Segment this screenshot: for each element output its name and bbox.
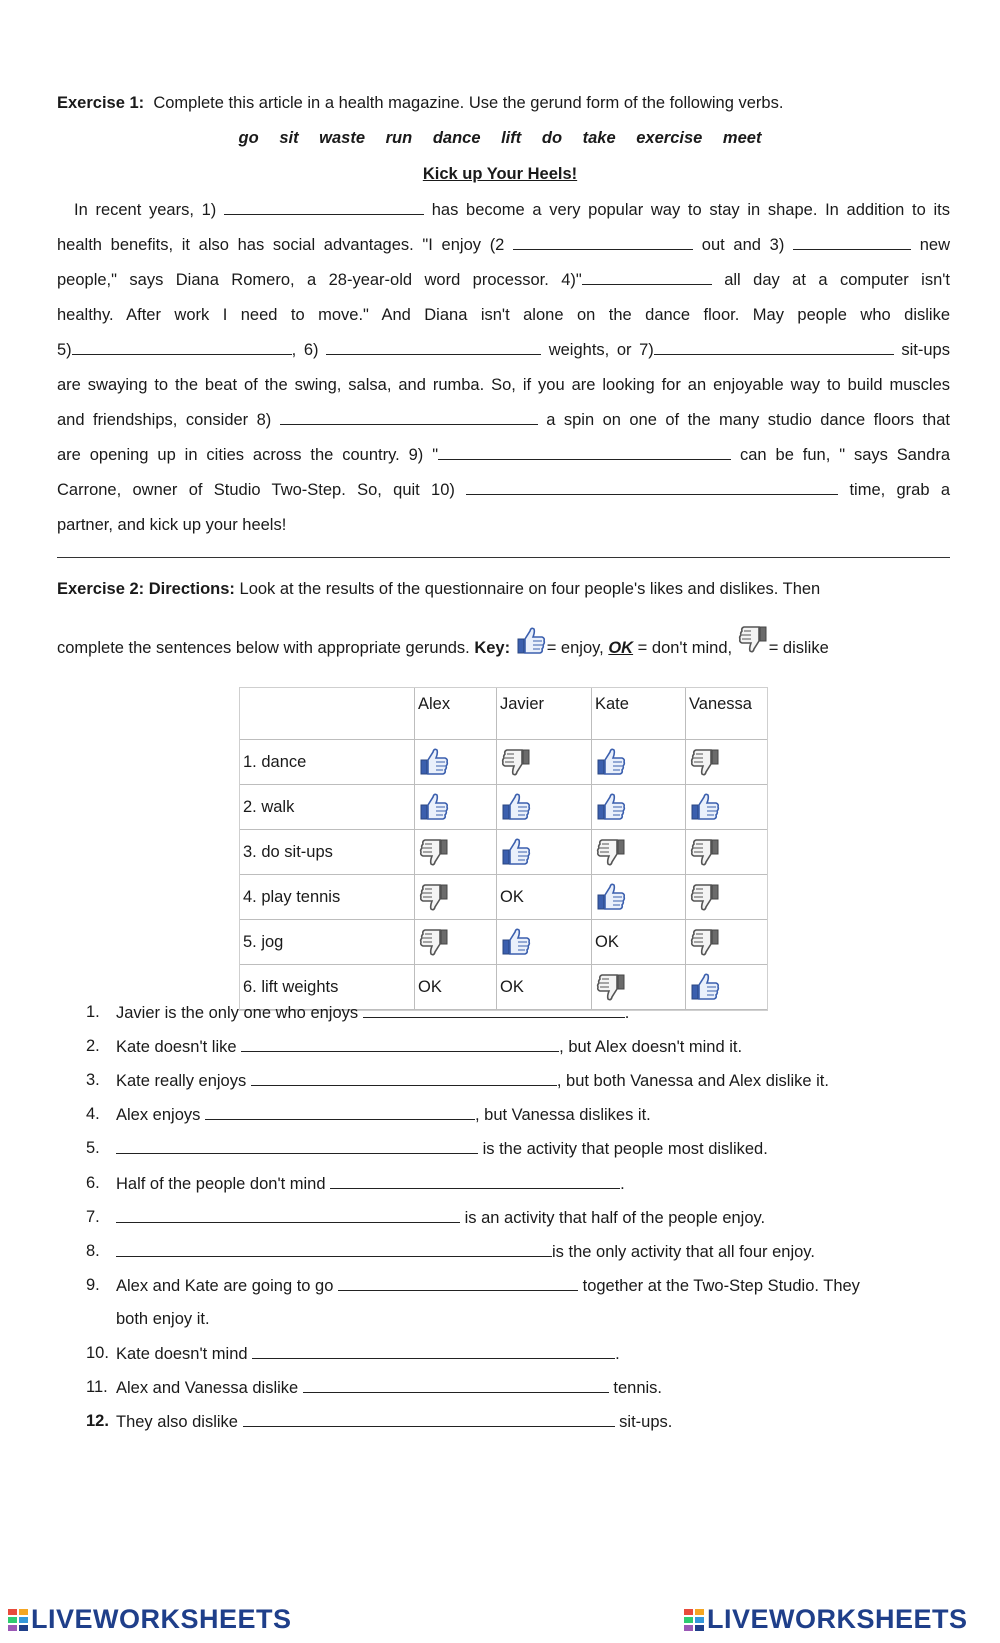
text: people," says Diana Romero, a 28-year-old word processor. 4)"	[57, 271, 582, 289]
answer-blank[interactable]	[241, 1037, 559, 1052]
answer-blank[interactable]	[205, 1105, 475, 1120]
question-text: , but both Vanessa and Alex dislike it.	[556, 1072, 829, 1091]
questionnaire-table	[239, 687, 768, 1011]
question-text: tennis.	[613, 1379, 663, 1398]
question-number: 3.	[86, 1071, 100, 1090]
question-number: 9.	[86, 1275, 100, 1294]
thumbs-up-icon	[500, 926, 532, 958]
thumbs-up-cell	[685, 965, 767, 1010]
question-number: 11.	[86, 1378, 108, 1397]
thumbs-down-cell	[591, 830, 685, 875]
question-item	[116, 1378, 662, 1398]
question-number: 6.	[86, 1173, 100, 1192]
key-label: Key:	[474, 639, 511, 657]
thumbs-down-icon	[418, 926, 450, 958]
text: can be fun, " says Sandra	[740, 446, 951, 464]
question-text: is the only activity that all four enjoy.	[552, 1242, 815, 1261]
liveworksheets-logo-left	[8, 1604, 292, 1635]
text: all day at a computer isn't	[724, 271, 950, 289]
article-line-10	[57, 515, 950, 535]
article-line-1	[74, 200, 950, 220]
header-kate: Kate	[591, 688, 685, 740]
ok-cell: OK	[496, 965, 591, 1010]
question-text: both enjoy it.	[116, 1309, 210, 1328]
answer-blank-10[interactable]	[466, 480, 838, 495]
answer-blank-2[interactable]	[513, 235, 693, 250]
thumbs-up-cell	[496, 830, 591, 875]
verb-list	[0, 129, 1000, 148]
text: weights, or 7)	[548, 341, 654, 359]
key-ok: OK	[608, 639, 634, 657]
question-text: .	[615, 1345, 620, 1363]
answer-blank[interactable]	[330, 1174, 620, 1189]
thumbs-down-icon	[689, 746, 721, 778]
exercise1-heading: Exercise 1:	[57, 94, 145, 112]
question-text: together at the Two-Step Studio. They	[582, 1276, 860, 1295]
thumbs-down-cell	[414, 875, 496, 920]
article-line-9	[57, 480, 950, 500]
question-item	[116, 1412, 672, 1432]
question-item	[116, 1071, 829, 1091]
question-item	[116, 1276, 860, 1296]
question-text: is an activity that half of the people enjoy.	[464, 1208, 766, 1227]
answer-blank[interactable]	[116, 1242, 552, 1257]
question-text: Half of the people don't mind	[116, 1174, 326, 1193]
answer-blank-4[interactable]	[582, 270, 712, 285]
article-line-5	[57, 340, 950, 360]
question-item	[116, 1344, 620, 1364]
key-dontmind: = don't mind,	[637, 639, 733, 657]
verb: meet	[722, 129, 762, 147]
ok-cell: OK	[591, 920, 685, 965]
logo-text: LIVEWORKSHEETS	[707, 1604, 968, 1634]
thumbs-up-cell	[414, 785, 496, 830]
text: are opening up in cities across the country. 9) "	[57, 446, 439, 464]
verb: dance	[432, 129, 481, 147]
exercise1-instruction	[57, 94, 783, 113]
text: In recent years, 1)	[74, 201, 217, 219]
answer-blank-3[interactable]	[793, 235, 911, 250]
answer-blank[interactable]	[251, 1071, 557, 1086]
article-line-8	[57, 445, 950, 465]
verb: lift	[501, 129, 522, 147]
question-number: 12.	[86, 1412, 109, 1431]
answer-blank-5[interactable]	[72, 340, 292, 355]
thumbs-down-cell	[685, 920, 767, 965]
question-text: Javier is the only one who enjoys	[116, 1004, 359, 1022]
table-row	[240, 785, 767, 830]
thumbs-up-icon	[500, 791, 532, 823]
answer-blank[interactable]	[338, 1276, 578, 1291]
text: out and 3)	[701, 236, 785, 254]
instruction-text: Look at the results of the questionnaire on four people's likes and dislikes. Then	[239, 580, 821, 598]
question-number: 10.	[86, 1344, 109, 1362]
verb: take	[582, 129, 616, 147]
question-text: Alex enjoys	[116, 1106, 201, 1125]
thumbs-up-cell	[685, 785, 767, 830]
section-divider	[57, 557, 950, 558]
answer-blank[interactable]	[303, 1378, 609, 1393]
text: sit-ups	[901, 341, 950, 359]
question-text: , but Alex doesn't mind it.	[559, 1038, 743, 1057]
question-text: is the activity that people most disliked.	[482, 1140, 768, 1159]
question-item	[116, 1208, 765, 1228]
verb: exercise	[636, 129, 703, 147]
question-item	[116, 1003, 629, 1023]
table-row	[240, 740, 767, 785]
question-item	[116, 1139, 768, 1159]
header-vanessa: Vanessa	[685, 688, 767, 740]
answer-blank-1[interactable]	[224, 200, 424, 215]
answer-blank-9[interactable]	[438, 445, 731, 460]
thumbs-up-icon	[418, 746, 450, 778]
question-text: .	[624, 1004, 630, 1022]
answer-blank[interactable]	[116, 1139, 478, 1154]
article-line-4	[57, 305, 950, 325]
thumbs-down-cell	[685, 830, 767, 875]
table-row	[240, 830, 767, 875]
liveworksheets-logo-right	[684, 1604, 968, 1635]
thumbs-down-cell	[685, 740, 767, 785]
thumbs-up-cell	[591, 875, 685, 920]
thumbs-down-icon	[689, 926, 721, 958]
thumbs-up-icon	[689, 971, 721, 1003]
verb: go	[238, 129, 259, 147]
thumbs-down-cell	[496, 740, 591, 785]
thumbs-up-icon	[500, 836, 532, 868]
question-text: Kate really enjoys	[116, 1072, 247, 1091]
logo-icon	[8, 1609, 28, 1631]
thumbs-up-cell	[496, 920, 591, 965]
activity-cell: 5. jog	[240, 920, 414, 965]
question-number: 7.	[86, 1207, 100, 1226]
activity-cell: 1. dance	[240, 740, 414, 785]
thumbs-down-cell	[685, 875, 767, 920]
question-number: 4.	[86, 1105, 100, 1124]
article-line-3	[57, 270, 950, 290]
exercise2-instruction	[57, 580, 820, 599]
question-text: sit-ups.	[619, 1413, 673, 1432]
text: new	[919, 236, 950, 254]
question-text: , but Vanessa dislikes it.	[474, 1106, 651, 1125]
thumbs-down-icon	[689, 836, 721, 868]
text: healthy. After work I need to move." And Diana isn't alone on the dance floor. May people who dislike	[57, 306, 950, 324]
ok-cell: OK	[496, 875, 591, 920]
thumbs-up-cell	[496, 785, 591, 830]
activity-cell: 3. do sit-ups	[240, 830, 414, 875]
answer-blank[interactable]	[363, 1003, 625, 1018]
text: a spin on one of the many studio dance floors that	[546, 411, 950, 429]
question-number: 1.	[86, 1003, 100, 1021]
question-text: They also dislike	[116, 1413, 238, 1432]
header-alex: Alex	[414, 688, 496, 740]
question-number: 2.	[86, 1037, 100, 1056]
question-number: 5.	[86, 1139, 100, 1158]
logo-text: LIVEWORKSHEETS	[31, 1604, 292, 1634]
answer-blank[interactable]	[252, 1344, 615, 1359]
table-row	[240, 875, 767, 920]
thumbs-down-icon	[689, 881, 721, 913]
activity-cell: 2. walk	[240, 785, 414, 830]
answer-blank-7[interactable]	[654, 340, 894, 355]
text: has become a very popular way to stay in shape. In addition to its	[431, 201, 950, 219]
answer-blank[interactable]	[243, 1412, 615, 1427]
question-text: Alex and Vanessa dislike	[116, 1379, 299, 1398]
text: , 6)	[291, 341, 319, 359]
table-header-row	[240, 688, 767, 740]
answer-blank-6[interactable]	[326, 340, 541, 355]
answer-blank[interactable]	[116, 1208, 460, 1223]
exercise2-heading: Exercise 2: Directions:	[57, 580, 235, 598]
text: time, grab a	[849, 481, 950, 499]
question-text: Kate doesn't like	[116, 1038, 237, 1057]
article-title: Kick up Your Heels!	[422, 165, 578, 183]
article-line-7	[57, 410, 950, 430]
thumbs-down-icon	[595, 971, 627, 1003]
text: 5)	[57, 341, 72, 359]
question-text: .	[620, 1174, 625, 1193]
text: and friendships, consider 8)	[57, 411, 272, 429]
thumbs-up-icon	[595, 791, 627, 823]
question-item	[116, 1174, 625, 1194]
question-number: 8.	[86, 1241, 100, 1260]
logo-icon	[684, 1609, 704, 1631]
text: partner, and kick up your heels!	[57, 516, 287, 534]
thumbs-up-icon	[515, 625, 547, 657]
thumbs-down-cell	[414, 920, 496, 965]
thumbs-up-icon	[418, 791, 450, 823]
thumbs-down-cell	[414, 830, 496, 875]
question-text: Kate doesn't mind	[116, 1345, 248, 1363]
text: health benefits, it also has social advantages. "I enjoy (2	[57, 236, 505, 254]
header-javier: Javier	[496, 688, 591, 740]
ok-cell: OK	[414, 965, 496, 1010]
activity-cell: 6. lift weights	[240, 965, 414, 1010]
thumbs-up-icon	[595, 746, 627, 778]
question-text: Alex and Kate are going to go	[116, 1276, 334, 1295]
article-line-6	[57, 375, 950, 395]
question-item	[116, 1105, 651, 1125]
text: Carrone, owner of Studio Two-Step. So, quit 10)	[57, 481, 455, 499]
key-enjoy: = enjoy,	[546, 639, 604, 657]
question-item	[116, 1242, 815, 1262]
thumbs-up-icon	[595, 881, 627, 913]
article-line-2	[57, 235, 950, 255]
thumbs-up-icon	[689, 791, 721, 823]
thumbs-down-icon	[418, 836, 450, 868]
thumbs-down-icon	[737, 623, 769, 655]
thumbs-up-cell	[591, 740, 685, 785]
key-dislike: = dislike	[768, 639, 829, 657]
table-row	[240, 920, 767, 965]
instruction-text: Complete this article in a health magazine. Use the gerund form of the following verbs.	[153, 94, 784, 112]
text: are swaying to the beat of the swing, salsa, and rumba. So, if you are looking for an enjoyable way to build muscles	[57, 376, 950, 394]
verb: run	[385, 129, 413, 147]
thumbs-down-icon	[418, 881, 450, 913]
header-blank	[240, 688, 414, 740]
verb: sit	[279, 129, 299, 147]
thumbs-up-cell	[591, 785, 685, 830]
answer-blank-8[interactable]	[280, 410, 538, 425]
activity-cell: 4. play tennis	[240, 875, 414, 920]
verb: waste	[319, 129, 366, 147]
question-item	[116, 1310, 210, 1329]
verb: do	[541, 129, 563, 147]
question-item	[116, 1037, 742, 1057]
thumbs-up-cell	[414, 740, 496, 785]
thumbs-down-icon	[595, 836, 627, 868]
instruction-text: complete the sentences below with appropriate gerunds.	[57, 639, 470, 657]
exercise2-key-line	[57, 623, 829, 657]
thumbs-down-icon	[500, 746, 532, 778]
